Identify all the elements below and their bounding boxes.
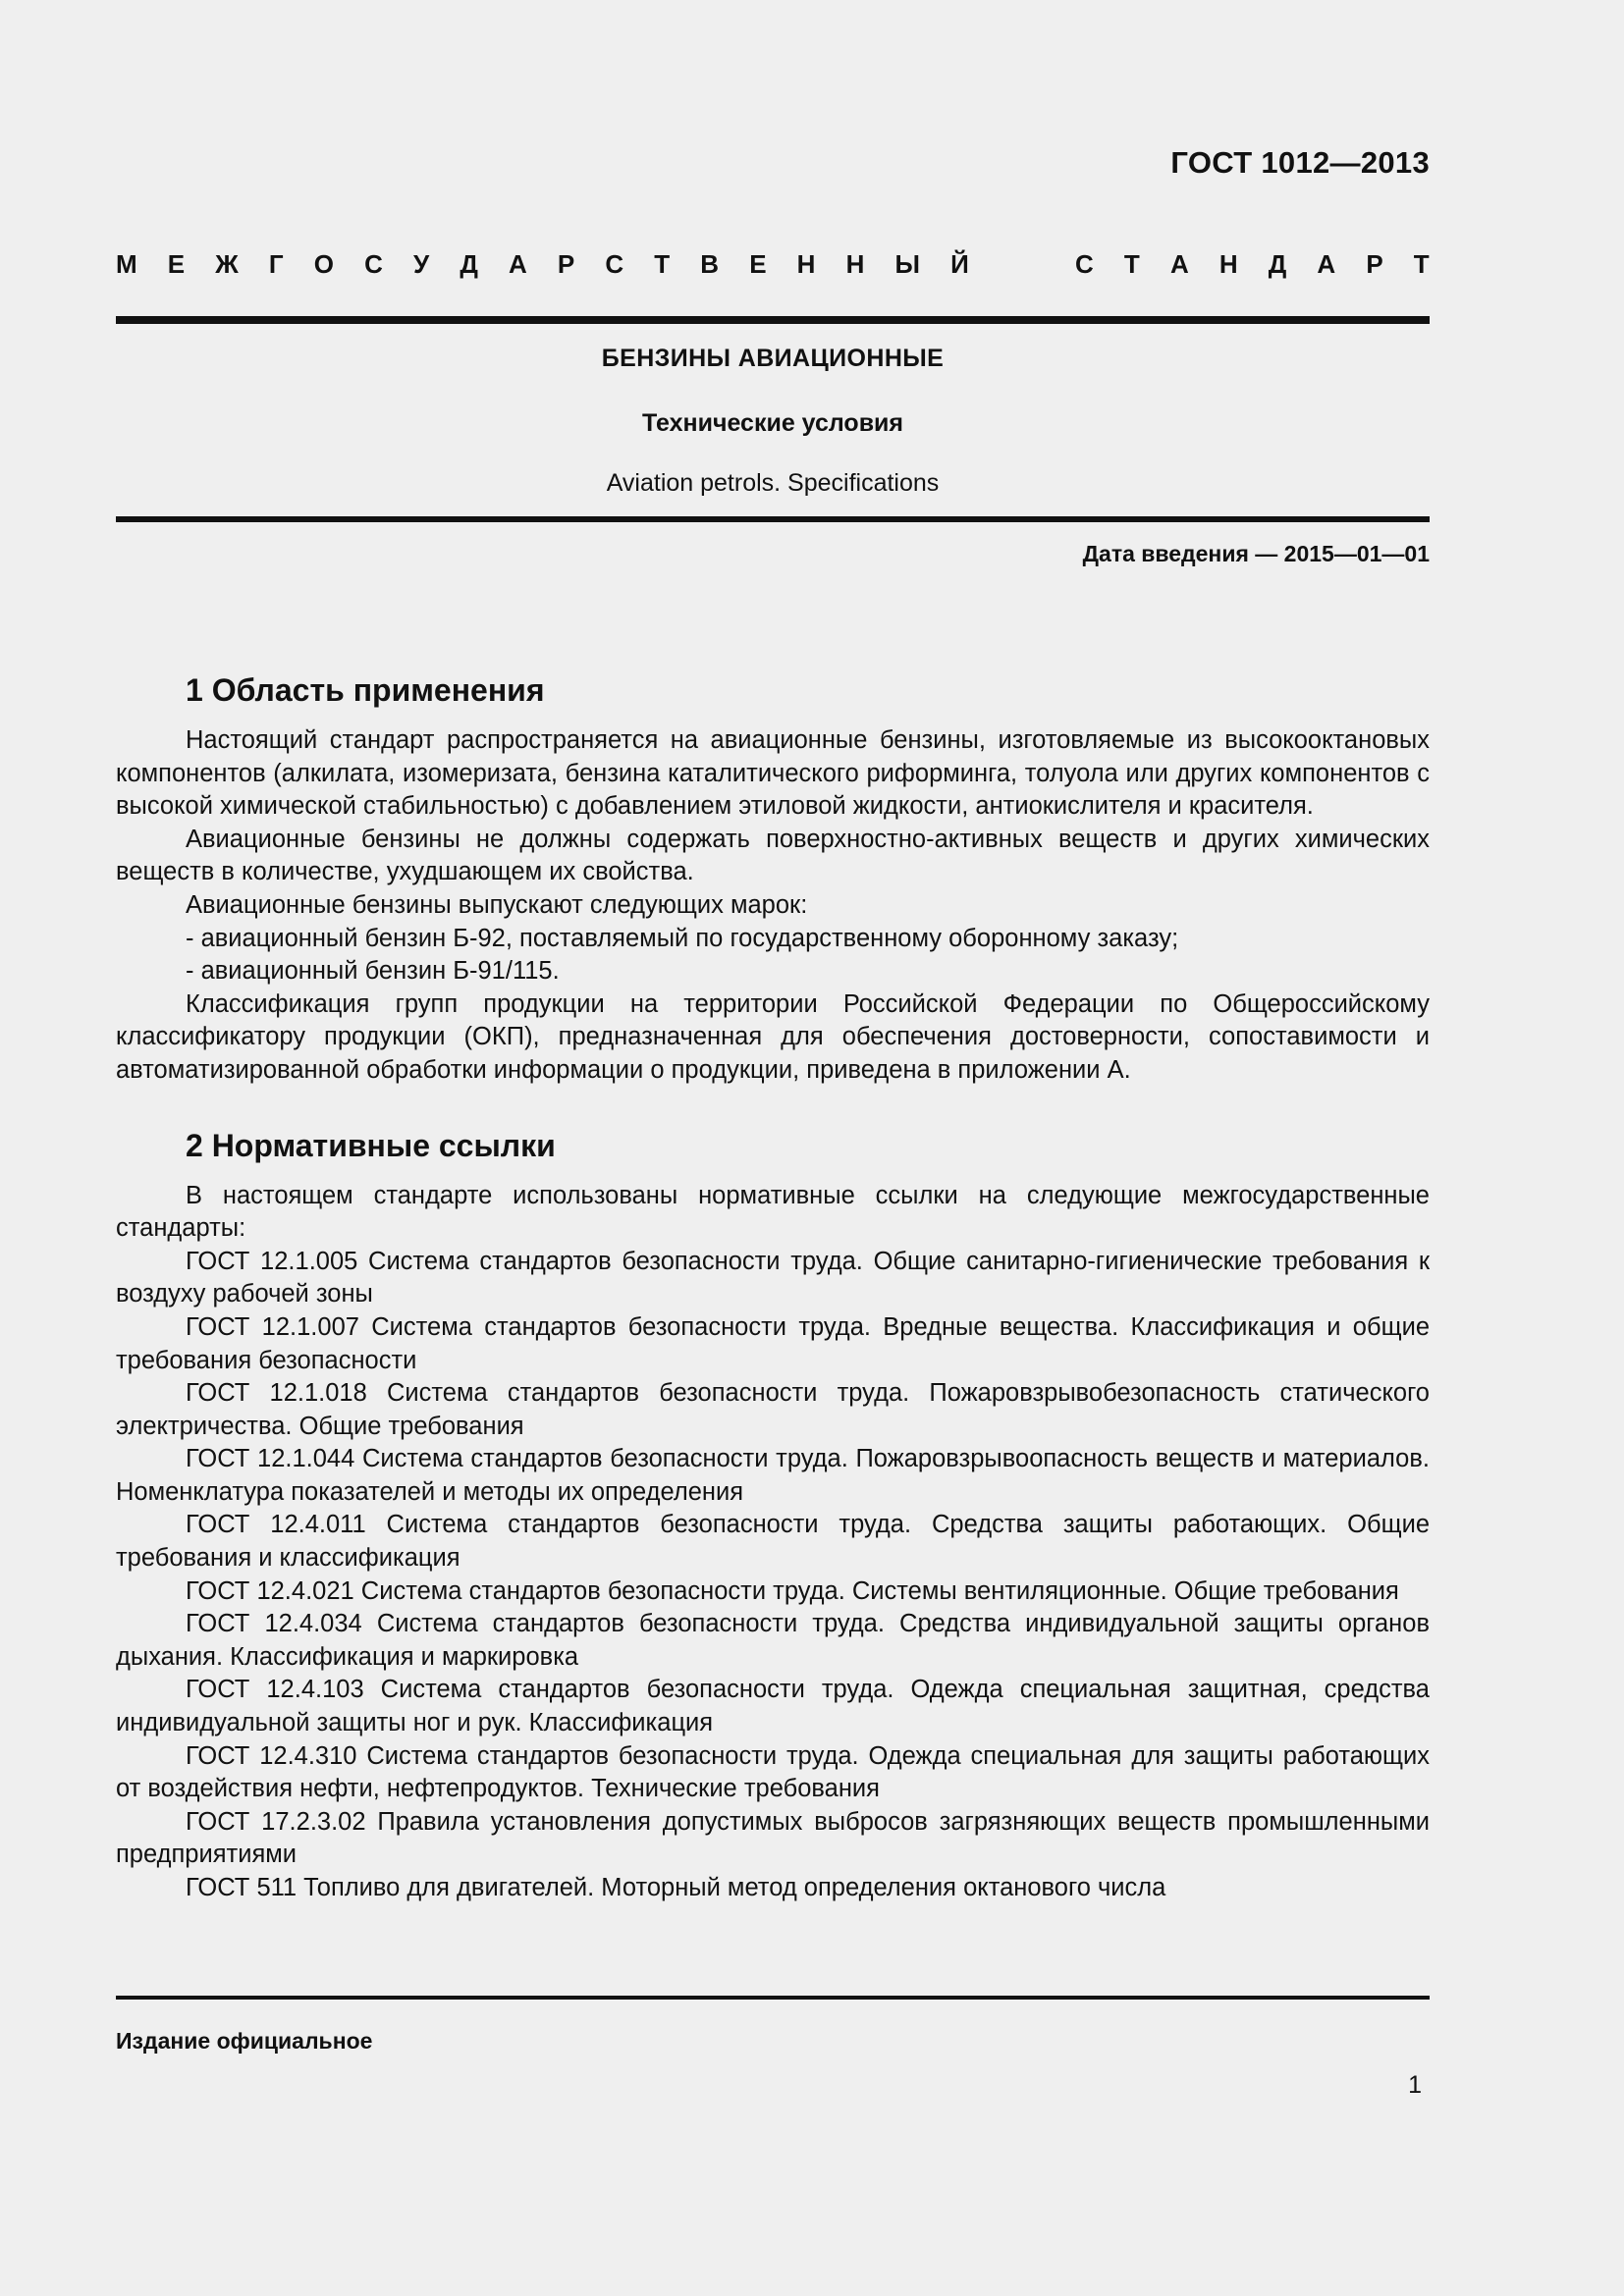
- reference-item: ГОСТ 511 Топливо для двигателей. Моторный метод определения октанового числа: [186, 1874, 1166, 1901]
- list-item: - авиационный бензин Б-92, поставляемый по государственному оборонному заказу;: [186, 924, 1179, 952]
- banner-letter: Т: [1413, 249, 1430, 279]
- paragraph: В настоящем стандарте использованы нормативные ссылки на следующие межгосударственные стандарты:: [116, 1181, 1430, 1243]
- reference-item: ГОСТ 17.2.3.02 Правила установления допустимых выбросов загрязняющих веществ промышленными предприятиями: [116, 1807, 1430, 1869]
- edition-label: Издание официальное: [116, 2028, 373, 2054]
- section-1-heading: 1 Область применения: [186, 672, 545, 708]
- reference-item: ГОСТ 12.4.034 Система стандартов безопасности труда. Средства индивидуальной защиты органов дыхания. Классификация и маркировка: [116, 1610, 1430, 1671]
- banner-letter: Т: [1123, 249, 1140, 279]
- banner-letter: Е: [749, 249, 767, 279]
- banner-letter: А: [509, 249, 527, 279]
- top-rule: [116, 316, 1430, 324]
- banner-word-gap: [1000, 247, 1045, 281]
- banner-letter: Д: [1268, 249, 1287, 279]
- reference-item: ГОСТ 12.1.007 Система стандартов безопасности труда. Вредные вещества. Классификация и общие требования безопасности: [116, 1312, 1430, 1374]
- footer-rule: [116, 1996, 1430, 2000]
- document-page: [116, 0, 1430, 2296]
- reference-item: ГОСТ 12.4.103 Система стандартов безопасности труда. Одежда специальная защитная, средства индивидуальной защиты ног и рук. Классификация: [116, 1676, 1430, 1737]
- banner-letter: Ы: [894, 249, 920, 279]
- banner-letter: Т: [654, 249, 671, 279]
- introduction-date: Дата введения — 2015—01—01: [1082, 541, 1430, 566]
- document-code: ГОСТ 1012—2013: [1170, 145, 1430, 180]
- banner-letter: У: [413, 249, 430, 279]
- document-title: БЕНЗИНЫ АВИАЦИОННЫЕ: [601, 345, 945, 372]
- section-2-heading: 2 Нормативные ссылки: [186, 1127, 556, 1163]
- banner-letter: М: [116, 249, 137, 279]
- banner-letter: А: [1317, 249, 1336, 279]
- reference-item: ГОСТ 12.1.018 Система стандартов безопасности труда. Пожаровзрывобезопасность статического электричества. Общие требования: [116, 1379, 1430, 1440]
- reference-item: ГОСТ 12.1.044 Система стандартов безопасности труда. Пожаровзрывоопасность веществ и материалов. Номенклатура показателей и методы их определения: [116, 1445, 1430, 1506]
- title-rule: [116, 516, 1430, 522]
- paragraph: Авиационные бензины не должны содержать поверхностно-активных веществ и других химических веществ в количестве, ухудшающем их свойства.: [116, 825, 1430, 886]
- reference-item: ГОСТ 12.4.021 Система стандартов безопасности труда. Системы вентиляционные. Общие требования: [186, 1576, 1399, 1605]
- banner-letter: Й: [950, 249, 969, 279]
- banner-letter: Р: [557, 249, 575, 279]
- banner-letter: А: [1169, 249, 1189, 279]
- reference-item: ГОСТ 12.4.310 Система стандартов безопасности труда. Одежда специальная для защиты работающих от воздействия нефти, нефтепродуктов. Технические требования: [116, 1741, 1430, 1803]
- banner-letter: Н: [1218, 249, 1238, 279]
- document-subtitle: Технические условия: [641, 409, 904, 437]
- banner-letter: В: [700, 249, 720, 279]
- paragraph: Авиационные бензины выпускают следующих марок:: [186, 890, 808, 919]
- banner-letter: С: [1075, 249, 1094, 279]
- english-title: Aviation petrols. Specifications: [606, 469, 940, 497]
- paragraph: Классификация групп продукции на территории Российской Федерации по Общероссийскому классификатору продукции (ОКП), предназначенная для обеспечения достоверности, сопоставимости и автоматизированной обработки информации о продукции, приведена в приложении А.: [116, 989, 1430, 1084]
- interstate-standard-banner: [116, 247, 1430, 281]
- banner-letter: Г: [268, 249, 284, 279]
- banner-letter: Д: [460, 249, 478, 279]
- banner-letter: Н: [845, 249, 865, 279]
- reference-item: ГОСТ 12.1.005 Система стандартов безопасности труда. Общие санитарно-гигиенические требования к воздуху рабочей зоны: [116, 1247, 1430, 1308]
- banner-letter: О: [313, 249, 334, 279]
- paragraph: Настоящий стандарт распространяется на авиационные бензины, изготовляемые из высокооктановых компонентов (алкилата, изомеризата, бензина каталитического риформинга, толуола или других компонентов с высокой химической стабильностью) с добавлением этиловой жидкости, антиокислителя и красителя.: [116, 726, 1430, 821]
- banner-letter: Н: [796, 249, 816, 279]
- page-number: 1: [1408, 2071, 1422, 2099]
- banner-letter: С: [364, 249, 383, 279]
- list-item: - авиационный бензин Б-91/115.: [186, 957, 560, 986]
- banner-letter: Р: [1366, 249, 1383, 279]
- banner-letter: С: [605, 249, 624, 279]
- document-body: [116, 666, 1430, 1905]
- banner-letter: Е: [167, 249, 186, 279]
- banner-letter: Ж: [215, 249, 239, 279]
- reference-item: ГОСТ 12.4.011 Система стандартов безопасности труда. Средства защиты работающих. Общие требования и классификация: [116, 1511, 1430, 1573]
